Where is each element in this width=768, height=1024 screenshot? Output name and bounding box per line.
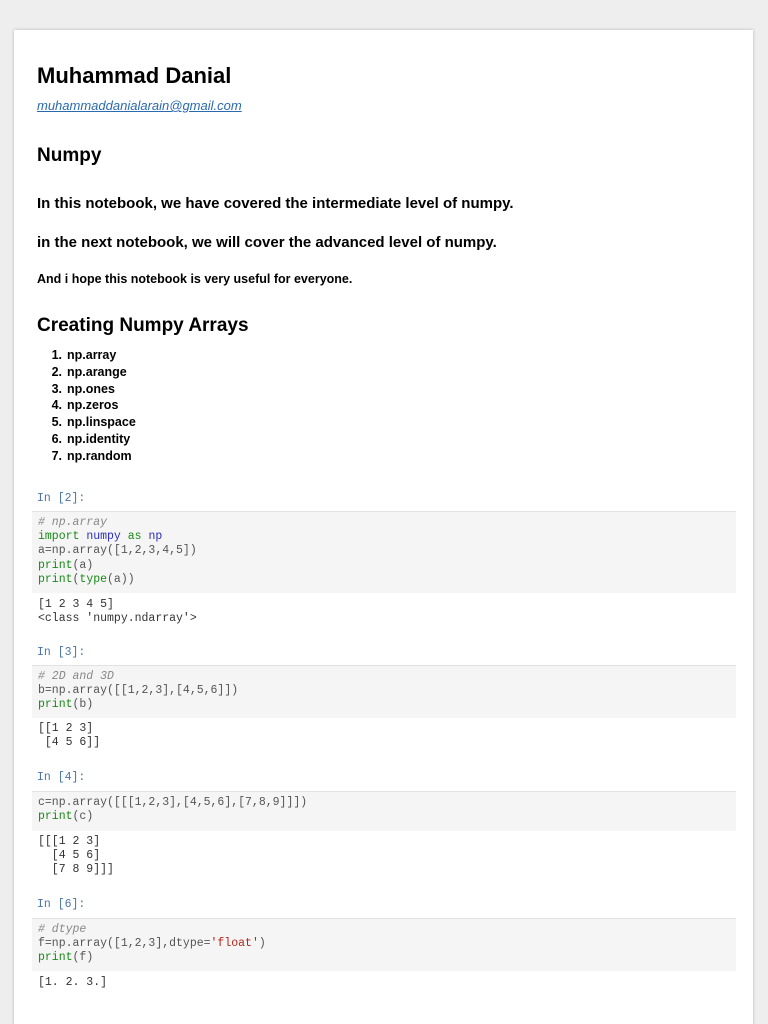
code-line xyxy=(38,670,736,684)
output-line: [7 8 9]]] xyxy=(38,863,114,877)
code-token: (a) xyxy=(72,558,94,572)
code-token: print xyxy=(38,558,73,572)
list-label: np.zeros xyxy=(67,398,119,413)
method-list xyxy=(37,347,136,465)
code-token: a=np.array([1,2,3,4,5]) xyxy=(38,544,197,558)
code-token: # 2D and 3D xyxy=(38,670,114,683)
output-line: [1. 2. 3.] xyxy=(38,976,108,989)
list-number: 4. xyxy=(51,398,62,413)
output-line: <class 'numpy.ndarray'> xyxy=(38,612,197,626)
code-token: f=np.array([1,2,3],dtype= xyxy=(38,937,211,951)
code-token: c=np.array([[[1,2,3],[4,5,6],[7,8,9]]]) xyxy=(38,796,308,809)
code-line xyxy=(38,559,736,573)
code-token: (b) xyxy=(72,698,94,712)
list-item xyxy=(37,448,136,465)
list-number: 7. xyxy=(51,448,62,463)
list-label: np.array xyxy=(67,348,117,362)
code-token: np xyxy=(148,530,163,544)
output-line: [4 5 6]] xyxy=(38,736,101,750)
list-number: 1. xyxy=(51,348,62,362)
author-email-link[interactable]: muhammaddanialarain@gmail.com xyxy=(37,98,242,113)
code-token: (a)) xyxy=(107,572,135,586)
code-token: print xyxy=(38,698,73,712)
list-item xyxy=(37,414,136,431)
cell-prompt: In [2]: xyxy=(37,492,86,505)
intro-text-1: In this notebook, we have covered the intermediate level of numpy. xyxy=(37,195,514,212)
code-token: numpy xyxy=(86,530,121,544)
list-item xyxy=(37,364,136,381)
code-token: # np.array xyxy=(38,516,108,529)
cell-output xyxy=(38,976,107,990)
code-line xyxy=(38,923,736,937)
cell-prompt: In [3]: xyxy=(37,646,86,659)
code-token: # dtype xyxy=(38,923,87,936)
notebook-page xyxy=(14,30,753,1024)
code-line xyxy=(38,684,736,698)
subsection-title: Creating Numpy Arrays xyxy=(37,315,249,336)
intro-text-3: And i hope this notebook is very useful for everyone. xyxy=(37,272,353,286)
list-label: np.identity xyxy=(67,431,131,446)
code-token: import xyxy=(38,530,80,544)
output-line: [4 5 6] xyxy=(38,849,101,863)
code-line xyxy=(38,573,736,587)
list-number: 5. xyxy=(51,415,62,430)
code-token: print xyxy=(38,810,73,824)
output-line: [[1 2 3] xyxy=(38,722,94,735)
cell-output xyxy=(38,722,100,750)
code-line xyxy=(38,937,736,951)
list-item xyxy=(37,347,136,364)
code-line xyxy=(38,530,736,544)
code-token: ( xyxy=(72,572,80,586)
code-token: 'float' xyxy=(210,937,259,951)
code-token: type xyxy=(79,572,108,586)
output-line: [[[1 2 3] xyxy=(38,835,101,848)
list-item xyxy=(37,431,136,448)
code-token: as xyxy=(127,530,142,544)
list-number: 2. xyxy=(51,364,62,379)
code-line xyxy=(38,796,736,810)
output-line: [1 2 3 4 5] xyxy=(38,598,114,611)
code-cell[interactable] xyxy=(32,791,736,831)
list-number: 3. xyxy=(51,381,62,396)
cell-output xyxy=(38,835,114,878)
code-line xyxy=(38,544,736,558)
code-token: (f) xyxy=(72,951,94,965)
code-cell[interactable] xyxy=(32,918,736,971)
list-number: 6. xyxy=(51,431,62,446)
code-line xyxy=(38,698,736,712)
section-title: Numpy xyxy=(37,145,102,166)
list-label: np.random xyxy=(67,448,132,463)
cell-output xyxy=(38,598,197,626)
list-item xyxy=(37,381,136,398)
code-token xyxy=(121,530,128,543)
list-label: np.ones xyxy=(67,381,115,396)
author-name: Muhammad Danial xyxy=(37,63,232,88)
code-token: (c) xyxy=(72,810,94,824)
code-token: ) xyxy=(258,937,266,951)
code-line xyxy=(38,810,736,824)
list-label: np.arange xyxy=(67,364,127,379)
list-label: np.linspace xyxy=(67,415,136,430)
list-item xyxy=(37,397,136,414)
intro-text-2: in the next notebook, we will cover the advanced level of numpy. xyxy=(37,234,497,251)
code-line xyxy=(38,951,736,965)
cell-prompt: In [6]: xyxy=(37,898,86,911)
cell-prompt: In [4]: xyxy=(37,771,86,784)
code-cell[interactable] xyxy=(32,511,736,593)
code-line xyxy=(38,516,736,530)
code-token: print xyxy=(38,951,73,965)
code-token: print xyxy=(38,572,73,586)
code-token: b=np.array([[1,2,3],[4,5,6]]) xyxy=(38,684,239,698)
code-cell[interactable] xyxy=(32,665,736,718)
